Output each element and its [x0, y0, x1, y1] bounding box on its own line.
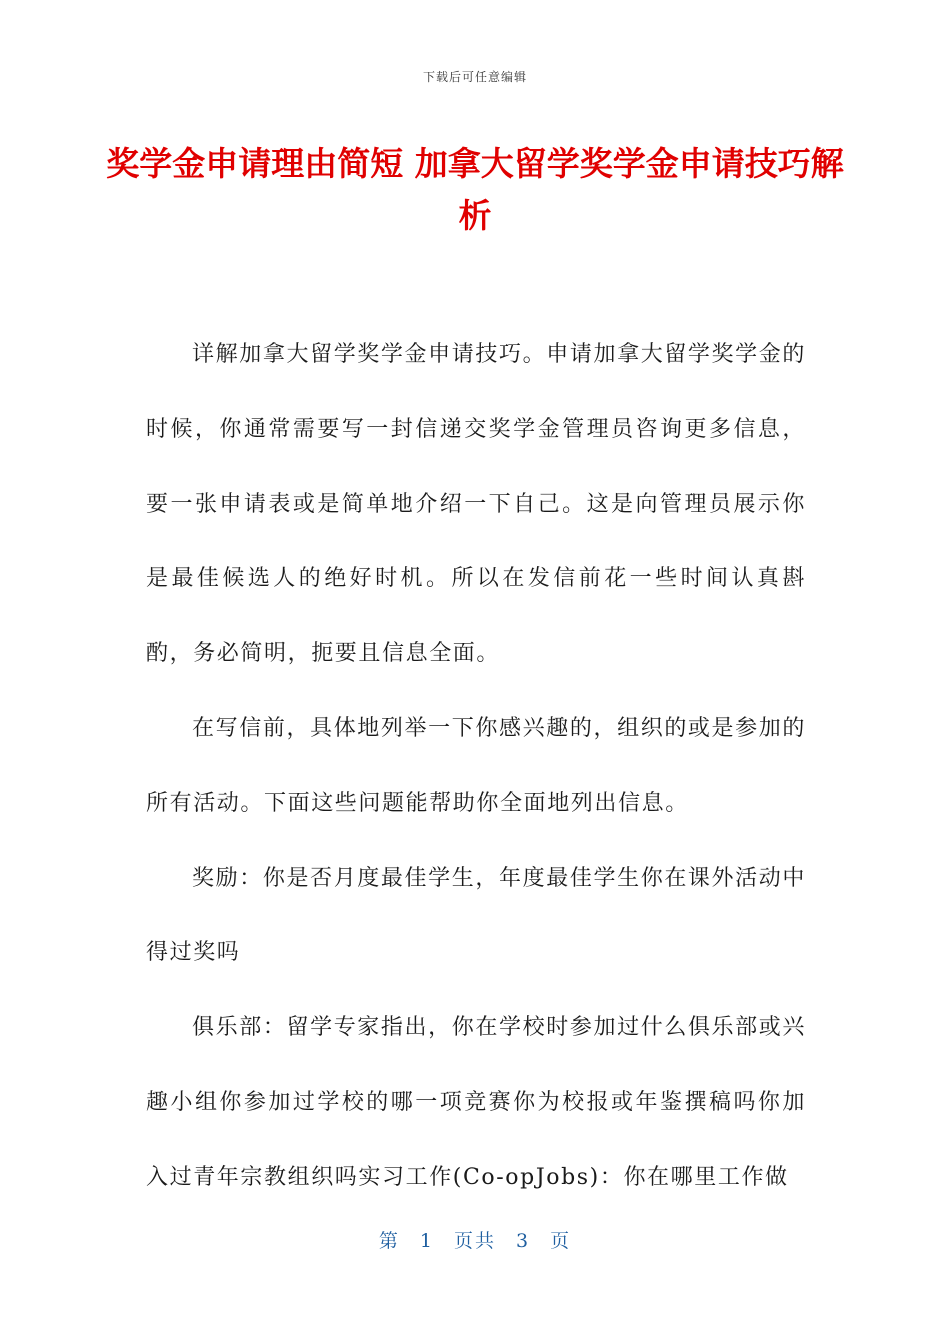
- paragraph-intro: 详解加拿大留学奖学金申请技巧。申请加拿大留学奖学金的时候，你通常需要写一封信递交奖学金管理员咨询更多信息，要一张申请表或是简单地介绍一下自己。这是向管理员展示你是最佳候选人的绝好时机。所以在发信前花一些时间认真斟酌，务必简明，扼要且信息全面。: [146, 342, 806, 667]
- footer-total-pages: 3: [516, 1230, 531, 1252]
- paragraph-before-writing: 在写信前，具体地列举一下你感兴趣的，组织的或是参加的所有活动。下面这些问题能帮助你全面地列出信息。: [146, 715, 806, 816]
- document-title: 奖学金申请理由简短 加拿大留学奖学金申请技巧解析: [106, 144, 844, 235]
- header-note: 下载后可任意编辑: [422, 70, 527, 84]
- paragraph-awards: 奖励：你是否月度最佳学生，年度最佳学生你在课外活动中得过奖吗: [146, 865, 806, 966]
- footer-label-page: 第: [378, 1230, 400, 1252]
- paragraph-clubs: 俱乐部：留学专家指出，你在学校时参加过什么俱乐部或兴趣小组你参加过学校的哪一项竞赛你为校报或年鉴撰稿吗你加入过青年宗教组织吗实习工作(Co-opJobs)：你在哪里工作做: [146, 1015, 806, 1190]
- document-body: [146, 318, 806, 1216]
- page-footer: [0, 1226, 950, 1253]
- footer-label-of: 页共: [453, 1230, 496, 1252]
- footer-current-page: 1: [419, 1230, 434, 1252]
- footer-label-end: 页: [550, 1230, 572, 1252]
